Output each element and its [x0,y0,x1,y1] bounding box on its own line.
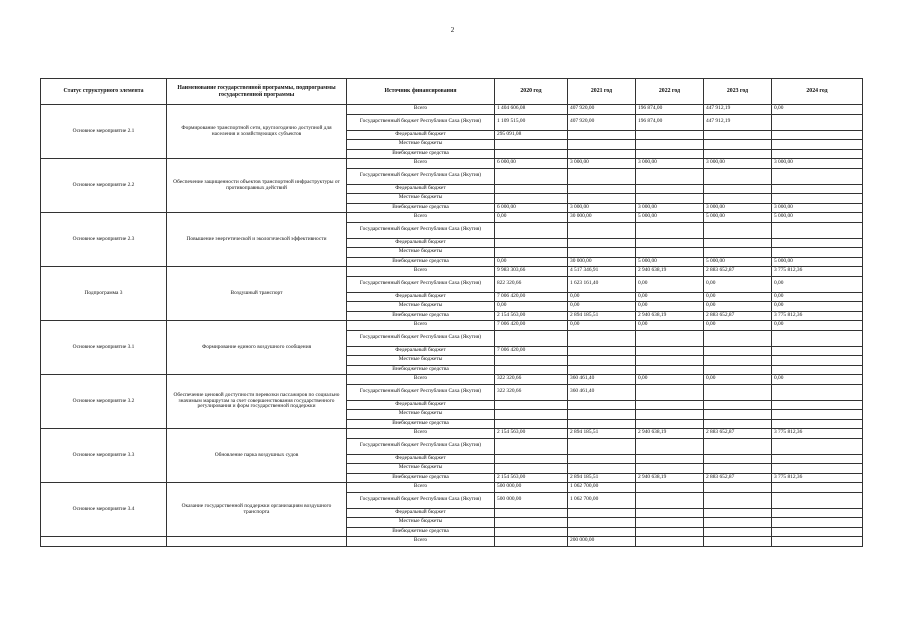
source-cell: Местные бюджеты [347,356,495,366]
value-cell [772,149,863,159]
header-2021: 2021 год [568,79,636,105]
value-cell: 200 000,00 [568,537,636,547]
value-cell [568,527,636,537]
value-cell: 5 000,00 [704,213,772,223]
value-cell: 447 912,19 [704,105,772,115]
value-cell [704,492,772,508]
value-cell: 500 000,00 [495,483,568,493]
value-cell: 196 874,00 [636,114,704,130]
source-cell: Всего [347,105,495,115]
budget-table [40,78,863,547]
value-cell: 0,00 [636,292,704,302]
header-status: Статус структурного элемента [41,79,167,105]
value-cell: 5 000,00 [636,213,704,223]
value-cell [704,483,772,493]
source-cell: Всего [347,375,495,385]
source-cell: Внебюджетные средства [347,365,495,375]
value-cell: 6 000,00 [495,203,568,213]
table-row [41,429,863,439]
value-cell [495,419,568,429]
program-name-cell: Оказание государственной поддержки организациям воздушного транспорта [167,483,347,537]
value-cell [704,419,772,429]
value-cell [495,356,568,366]
table-row [41,321,863,331]
value-cell [704,184,772,194]
value-cell: 2 940 638,19 [636,473,704,483]
value-cell [636,400,704,410]
value-cell: 3 000,00 [772,203,863,213]
value-cell: 3 000,00 [568,159,636,169]
value-cell [704,508,772,518]
program-name-cell [167,537,347,547]
value-cell [568,410,636,420]
value-cell [568,346,636,356]
value-cell: 0,00 [495,302,568,312]
status-cell: Основное мероприятие 3.2 [41,375,167,429]
value-cell [495,527,568,537]
value-cell: 447 912,19 [704,114,772,130]
value-cell [772,464,863,474]
value-cell [495,464,568,474]
value-cell [704,384,772,400]
value-cell: 3 000,00 [704,203,772,213]
value-cell: 2 894 185,51 [568,473,636,483]
value-cell: 2 894 185,51 [568,311,636,321]
value-cell [704,454,772,464]
source-cell: Всего [347,483,495,493]
source-cell: Государственный бюджет Республики Саха (Якутия) [347,384,495,400]
value-cell [704,140,772,150]
value-cell [636,508,704,518]
value-cell: 322 320,66 [495,375,568,385]
value-cell [772,222,863,238]
value-cell: 2 154 563,00 [495,429,568,439]
source-cell: Местные бюджеты [347,302,495,312]
value-cell: 0,00 [772,375,863,385]
value-cell [772,248,863,258]
source-cell: Местные бюджеты [347,410,495,420]
value-cell [568,194,636,204]
value-cell [772,454,863,464]
status-cell: Основное мероприятие 2.2 [41,159,167,213]
source-cell: Внебюджетные средства [347,419,495,429]
status-cell: Основное мероприятие 3.4 [41,483,167,537]
value-cell: 7 006 420,00 [495,292,568,302]
source-cell: Всего [347,537,495,547]
value-cell [568,518,636,528]
value-cell: 30 000,00 [568,213,636,223]
header-source: Источник финансирования [347,79,495,105]
value-cell: 0,00 [568,321,636,331]
table-row [41,159,863,169]
value-cell: 5 000,00 [772,213,863,223]
table-row [41,483,863,493]
source-cell: Федеральный бюджет [347,508,495,518]
value-cell [636,140,704,150]
value-cell [772,238,863,248]
value-cell: 0,00 [772,292,863,302]
value-cell: 5 000,00 [636,257,704,267]
value-cell: 2 883 652,87 [704,267,772,277]
value-cell: 0,00 [704,375,772,385]
value-cell: 4 517 346,91 [568,267,636,277]
source-cell: Местные бюджеты [347,140,495,150]
value-cell [568,400,636,410]
source-cell: Государственный бюджет Республики Саха (Якутия) [347,222,495,238]
value-cell: 3 775 812,36 [772,267,863,277]
value-cell [495,222,568,238]
source-cell: Местные бюджеты [347,464,495,474]
source-cell: Государственный бюджет Республики Саха (Якутия) [347,114,495,130]
value-cell: 322 320,66 [495,384,568,400]
value-cell [772,330,863,346]
value-cell: 407 920,00 [568,105,636,115]
value-cell: 500 000,00 [495,492,568,508]
source-cell: Государственный бюджет Республики Саха (Якутия) [347,438,495,454]
value-cell: 295 091,08 [495,130,568,140]
source-cell: Внебюджетные средства [347,527,495,537]
value-cell: 822 320,66 [495,276,568,292]
table-body [41,105,863,547]
status-cell: Основное мероприятие 2.3 [41,213,167,267]
value-cell: 196 874,00 [636,105,704,115]
value-cell [704,248,772,258]
value-cell [772,384,863,400]
value-cell [636,483,704,493]
value-cell [495,410,568,420]
value-cell [772,346,863,356]
value-cell: 0,00 [636,375,704,385]
value-cell [568,168,636,184]
value-cell [772,537,863,547]
value-cell [704,518,772,528]
value-cell [704,438,772,454]
value-cell [568,222,636,238]
value-cell: 2 940 638,19 [636,311,704,321]
value-cell [636,518,704,528]
value-cell [772,194,863,204]
value-cell [772,114,863,130]
value-cell [704,194,772,204]
value-cell [495,248,568,258]
value-cell: 3 000,00 [636,203,704,213]
table-row [41,537,863,547]
table-row [41,213,863,223]
value-cell [568,330,636,346]
value-cell [495,184,568,194]
source-cell: Федеральный бюджет [347,400,495,410]
source-cell: Государственный бюджет Республики Саха (Якутия) [347,168,495,184]
value-cell: 3 000,00 [568,203,636,213]
table-row [41,105,863,115]
value-cell [495,508,568,518]
value-cell: 407 920,00 [568,114,636,130]
value-cell [568,130,636,140]
source-cell: Государственный бюджет Республики Саха (Якутия) [347,330,495,346]
value-cell: 0,00 [495,257,568,267]
value-cell [772,130,863,140]
value-cell [495,168,568,184]
value-cell: 2 883 652,87 [704,429,772,439]
source-cell: Федеральный бюджет [347,454,495,464]
value-cell [704,238,772,248]
value-cell: 3 000,00 [636,159,704,169]
value-cell: 0,00 [704,302,772,312]
value-cell [636,346,704,356]
value-cell [704,330,772,346]
source-cell: Внебюджетные средства [347,257,495,267]
value-cell: 1 623 161,40 [568,276,636,292]
value-cell [636,527,704,537]
page-number: 2 [450,26,455,34]
value-cell [636,149,704,159]
source-cell: Местные бюджеты [347,518,495,528]
value-cell [495,518,568,528]
value-cell: 0,00 [636,321,704,331]
program-name-cell: Повышение энергетической и экологической эффективности [167,213,347,267]
value-cell [568,438,636,454]
value-cell [568,454,636,464]
value-cell [636,384,704,400]
source-cell: Внебюджетные средства [347,149,495,159]
program-name-cell: Обеспечение ценовой доступности перевозки пассажиров по социально значимым маршрутам за счет совершенствования государственного регулирования и форм государственной поддержки [167,375,347,429]
value-cell [568,508,636,518]
value-cell [772,518,863,528]
value-cell [704,410,772,420]
status-cell [41,537,167,547]
source-cell: Всего [347,213,495,223]
value-cell: 5 000,00 [772,257,863,267]
source-cell: Федеральный бюджет [347,238,495,248]
value-cell [495,537,568,547]
value-cell [495,140,568,150]
value-cell [704,527,772,537]
header-2022: 2022 год [636,79,704,105]
value-cell [772,492,863,508]
value-cell: 5 000,00 [704,257,772,267]
status-cell: Подпрограмма 3 [41,267,167,321]
value-cell: 2 154 563,00 [495,473,568,483]
value-cell [568,248,636,258]
program-name-cell: Воздушный транспорт [167,267,347,321]
value-cell: 6 000,00 [495,159,568,169]
value-cell [772,184,863,194]
value-cell [636,248,704,258]
value-cell: 3 775 812,36 [772,429,863,439]
value-cell: 0,00 [568,302,636,312]
value-cell [636,330,704,346]
value-cell [636,356,704,366]
value-cell [568,419,636,429]
value-cell [704,149,772,159]
value-cell: 2 154 563,00 [495,311,568,321]
value-cell [568,184,636,194]
value-cell [772,356,863,366]
header-2024: 2024 год [772,79,863,105]
value-cell [772,419,863,429]
value-cell [772,400,863,410]
value-cell [568,238,636,248]
value-cell [495,438,568,454]
source-cell: Всего [347,429,495,439]
source-cell: Местные бюджеты [347,194,495,204]
value-cell: 2 940 638,19 [636,429,704,439]
value-cell: 2 883 652,87 [704,473,772,483]
value-cell: 0,00 [495,213,568,223]
value-cell: 1 109 515,00 [495,114,568,130]
value-cell [636,194,704,204]
source-cell: Внебюджетные средства [347,311,495,321]
value-cell [636,537,704,547]
source-cell: Федеральный бюджет [347,130,495,140]
source-cell: Внебюджетные средства [347,203,495,213]
value-cell [495,330,568,346]
value-cell [495,149,568,159]
value-cell: 3 000,00 [704,159,772,169]
value-cell: 3 775 812,36 [772,311,863,321]
source-cell: Внебюджетные средства [347,473,495,483]
value-cell [772,527,863,537]
value-cell [636,184,704,194]
value-cell: 0,00 [772,276,863,292]
value-cell: 2 883 652,87 [704,311,772,321]
value-cell [704,365,772,375]
value-cell [636,168,704,184]
source-cell: Федеральный бюджет [347,346,495,356]
value-cell [704,346,772,356]
value-cell: 7 006 420,00 [495,321,568,331]
program-name-cell: Обновление парка воздушных судов [167,429,347,483]
value-cell [772,365,863,375]
value-cell: 0,00 [772,302,863,312]
value-cell [636,238,704,248]
value-cell [772,168,863,184]
value-cell [704,356,772,366]
status-cell: Основное мероприятие 2.1 [41,105,167,159]
source-cell: Всего [347,267,495,277]
source-cell: Местные бюджеты [347,248,495,258]
value-cell: 0,00 [772,105,863,115]
value-cell [495,400,568,410]
value-cell [636,130,704,140]
value-cell [772,483,863,493]
value-cell: 9 983 303,66 [495,267,568,277]
value-cell: 1 062 700,00 [568,492,636,508]
value-cell [495,238,568,248]
value-cell [772,508,863,518]
value-cell: 3 000,00 [772,159,863,169]
value-cell [636,438,704,454]
value-cell: 7 006 420,00 [495,346,568,356]
value-cell: 1 062 700,00 [568,483,636,493]
value-cell [568,356,636,366]
value-cell: 0,00 [636,302,704,312]
value-cell [568,149,636,159]
value-cell [704,222,772,238]
header-2023: 2023 год [704,79,772,105]
value-cell: 0,00 [568,292,636,302]
program-name-cell: Формирование единого воздушного сообщения [167,321,347,375]
value-cell [568,365,636,375]
value-cell: 1 404 606,08 [495,105,568,115]
value-cell [704,537,772,547]
value-cell [636,492,704,508]
source-cell: Федеральный бюджет [347,292,495,302]
value-cell [568,464,636,474]
status-cell: Основное мероприятие 3.1 [41,321,167,375]
source-cell: Государственный бюджет Республики Саха (Якутия) [347,492,495,508]
value-cell: 2 894 185,51 [568,429,636,439]
header-2020: 2020 год [495,79,568,105]
value-cell: 0,00 [704,321,772,331]
value-cell: 2 940 638,19 [636,267,704,277]
value-cell: 360 461,40 [568,375,636,385]
program-name-cell: Обеспечение защищенности объектов транспортной инфраструктуры от противоправных действий [167,159,347,213]
value-cell: 0,00 [636,276,704,292]
value-cell [495,365,568,375]
status-cell: Основное мероприятие 3.3 [41,429,167,483]
value-cell [704,130,772,140]
table-row [41,375,863,385]
value-cell [704,168,772,184]
value-cell [636,454,704,464]
value-cell [636,464,704,474]
value-cell [495,194,568,204]
value-cell: 0,00 [704,276,772,292]
value-cell [704,400,772,410]
source-cell: Всего [347,321,495,331]
value-cell [636,419,704,429]
source-cell: Федеральный бюджет [347,184,495,194]
value-cell: 0,00 [772,321,863,331]
table-row [41,267,863,277]
value-cell: 30 000,00 [568,257,636,267]
value-cell [636,410,704,420]
value-cell: 3 775 812,36 [772,473,863,483]
program-name-cell: Формирование транспортной сети, круглогодично доступной для населения и хозяйствующих субъектов [167,105,347,159]
value-cell [636,222,704,238]
value-cell: 360 461,40 [568,384,636,400]
value-cell [704,464,772,474]
value-cell [772,140,863,150]
header-name: Наименование государственной программы, подпрограммы государственной программы [167,79,347,105]
value-cell [636,365,704,375]
header-row [41,79,863,105]
value-cell [568,140,636,150]
value-cell [772,438,863,454]
source-cell: Всего [347,159,495,169]
value-cell: 0,00 [704,292,772,302]
source-cell: Государственный бюджет Республики Саха (Якутия) [347,276,495,292]
value-cell [495,454,568,464]
value-cell [772,410,863,420]
